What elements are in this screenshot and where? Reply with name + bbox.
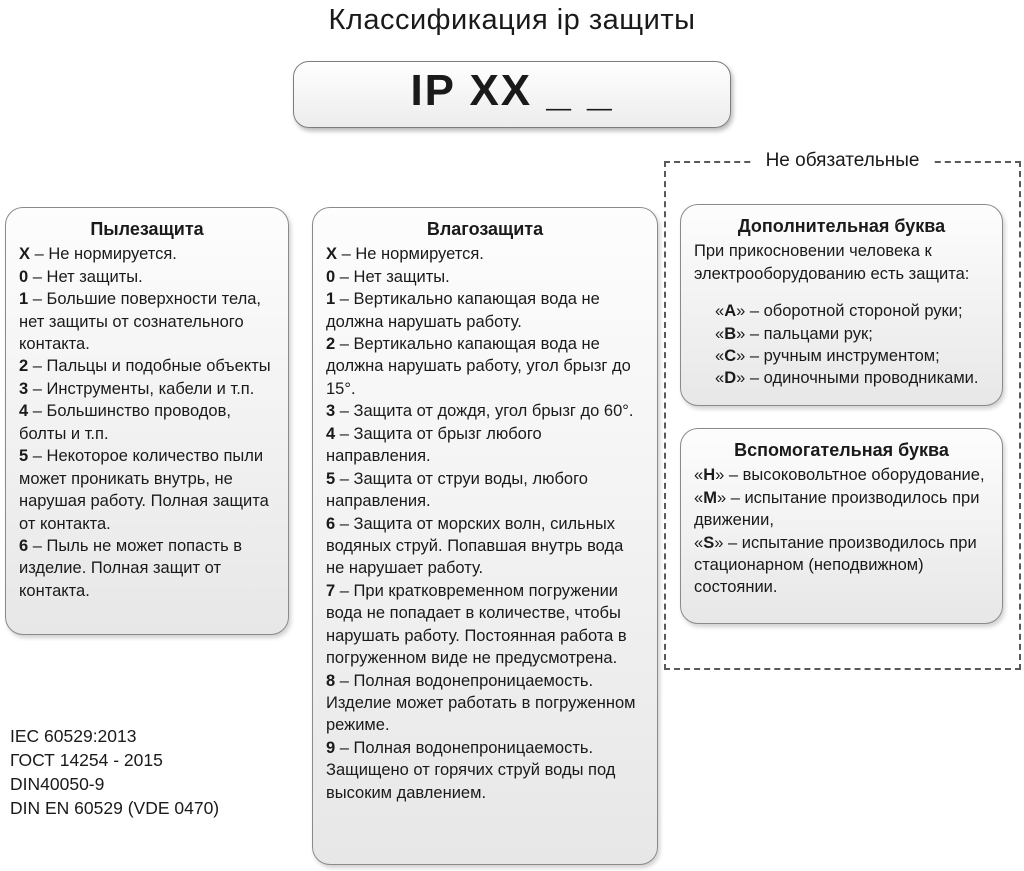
item-key: 3 <box>19 379 29 398</box>
rating-item: 5 – Некоторое количество пыли может проникать внутрь, не нарушая работу. Полная защита от контакта. <box>19 447 269 533</box>
rating-item: 4 – Большинство проводов, болты и т.п. <box>19 402 231 443</box>
item-key: 1 <box>326 290 336 309</box>
optional-group-label: Не обязательные <box>754 150 932 172</box>
dust-panel-title: Пылезащита <box>90 219 204 239</box>
rating-item: 8 – Полная водонепроницаемость. Изделие может работать в погруженном режиме. <box>326 671 636 735</box>
rating-item: 1 – Большие поверхности тела, нет защиты от сознательного контакта. <box>19 290 262 354</box>
dust-items <box>19 243 275 602</box>
rating-item: 6 – Пыль не может попасть в изделие. Полная защит от контакта. <box>19 536 243 600</box>
item-key: B <box>724 324 737 343</box>
item-key: 7 <box>326 581 336 600</box>
rating-item: X – Не нормируется. <box>326 245 484 264</box>
item-key: 2 <box>19 357 29 376</box>
rating-item: 0 – Нет защиты. <box>326 267 450 286</box>
item-key: 3 <box>326 402 336 421</box>
letter-item: «S» – испытание производилось при стационарном (неподвижном) состоянии. <box>694 533 977 597</box>
item-key: 9 <box>326 738 336 757</box>
letter-item: «D» – одиночными проводниками. <box>715 369 979 388</box>
letter-item: «C» – ручным инструментом; <box>715 347 940 366</box>
page-title: Классификация ip защиты <box>328 4 696 36</box>
item-key: 4 <box>19 402 29 421</box>
item-key: H <box>703 466 716 485</box>
item-key: 1 <box>19 290 29 309</box>
rating-item: 6 – Защита от морских волн, сильных водяных струй. Попавшая внутрь вода не нарушает работу. <box>326 514 624 578</box>
auxiliary-letter-title: Вспомогательная буква <box>734 440 949 460</box>
rating-item: 1 – Вертикально капающая вода не должна нарушать работу. <box>326 290 600 331</box>
rating-item: 3 – Защита от дождя, угол брызг до 60°. <box>326 402 634 421</box>
standard-line: IEC 60529:2013 <box>10 726 137 746</box>
item-key: X <box>326 245 338 264</box>
item-key: 8 <box>326 671 336 690</box>
rating-item: 9 – Полная водонепроницаемость. Защищено от горячих струй воды под высоким давлением. <box>326 738 616 802</box>
moisture-protection-panel <box>312 207 658 865</box>
item-key: S <box>703 533 715 552</box>
rating-item: 2 – Вертикально капающая вода не должна нарушать работу, угол брызг до 15°. <box>326 335 631 398</box>
item-key: 6 <box>19 536 29 555</box>
item-key: 5 <box>326 469 336 488</box>
letter-item: «H» – высоковольтное оборудование, <box>694 466 985 485</box>
letter-item: «A» – оборотной стороной руки; <box>715 302 963 321</box>
rating-item: 5 – Защита от струи воды, любого направления. <box>326 469 588 511</box>
item-key: 0 <box>326 267 336 286</box>
item-key: X <box>19 245 31 264</box>
rating-item: 7 – При кратковременном погружении вода не попадает в количестве, чтобы нарушать работу. Постоянная работа в погруженном виде не предусмотрена. <box>326 581 627 668</box>
auxiliary-letter-panel <box>680 428 1003 624</box>
standard-line: DIN40050-9 <box>10 774 105 795</box>
item-key: M <box>703 488 717 507</box>
item-key: 6 <box>326 514 336 533</box>
moisture-panel-title: Влагозащита <box>426 219 544 239</box>
additional-letter-intro: При прикосновении человека к электрооборудованию есть защита: <box>694 242 970 283</box>
ip-code-text: IP XX _ _ <box>410 65 614 115</box>
ip-code-box <box>293 61 731 128</box>
auxiliary-letter-items <box>694 464 989 599</box>
rating-item: X – Не нормируется. <box>19 245 177 264</box>
letter-item: «M» – испытание производилось при движении, <box>694 488 980 530</box>
moisture-items <box>326 243 644 804</box>
additional-letter-title: Дополнительная буква <box>737 216 946 236</box>
item-key: 0 <box>19 267 29 286</box>
standards-list <box>10 724 219 821</box>
item-key: 2 <box>326 335 336 354</box>
item-key: D <box>724 369 737 388</box>
letter-item: «B» – пальцами рук; <box>715 324 873 343</box>
rating-item: 4 – Защита от брызг любого направления. <box>326 424 542 466</box>
dust-protection-panel <box>5 207 289 635</box>
rating-item: 0 – Нет защиты. <box>19 267 143 286</box>
standard-line: ГОСТ 14254 - 2015 <box>10 750 163 771</box>
additional-letter-items <box>694 300 989 390</box>
standard-line: DIN EN 60529 (VDE 0470) <box>10 798 220 819</box>
additional-letter-panel <box>680 204 1003 406</box>
item-key: 5 <box>19 447 29 466</box>
item-key: A <box>724 302 737 321</box>
item-key: C <box>724 347 737 366</box>
rating-item: 2 – Пальцы и подобные объекты <box>19 357 271 376</box>
rating-item: 3 – Инструменты, кабели и т.п. <box>19 379 255 398</box>
item-key: 4 <box>326 424 336 443</box>
